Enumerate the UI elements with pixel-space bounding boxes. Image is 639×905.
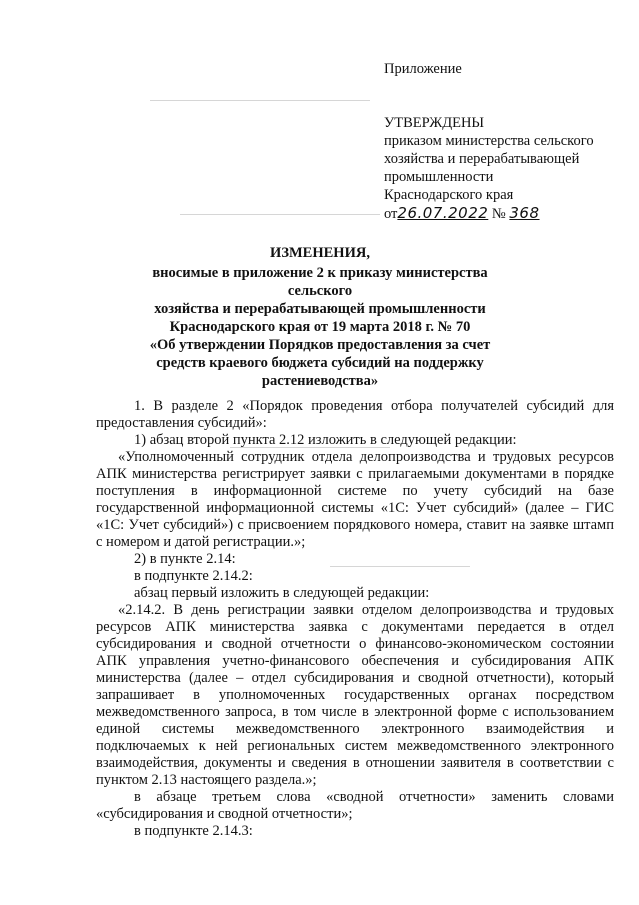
number-prefix: № xyxy=(491,206,506,222)
date-prefix: от xyxy=(384,206,398,222)
title-line: Краснодарского края от 19 марта 2018 г. № 70 xyxy=(169,319,471,335)
title-line: «Об утверждении Порядков предоставления за счет xyxy=(149,337,491,353)
approval-line: промышленности xyxy=(384,169,494,185)
title-line: хозяйства и перерабатывающей промышленности xyxy=(154,301,486,317)
approval-line: приказом министерства сельского xyxy=(384,133,594,149)
approval-line: хозяйства и перерабатывающей xyxy=(384,151,580,167)
title-heading: ИЗМЕНЕНИЯ, xyxy=(270,245,370,261)
handwritten-date: 26.07.2022 xyxy=(397,204,489,222)
document-title xyxy=(120,244,520,390)
body-paragraph: 1) абзац второй пункта 2.12 изложить в следующей редакции: xyxy=(134,432,517,448)
bleed-through-mark xyxy=(180,214,380,215)
title-line: средств краевого бюджета субсидий на поддержку xyxy=(156,355,484,371)
appendix-label: Приложение xyxy=(384,61,462,77)
approved-heading: УТВЕРЖДЕНЫ xyxy=(384,115,485,131)
body-paragraph: «Уполномоченный сотрудник отдела делопроизводства и трудовых ресурсов АПК министерства регистрирует заявки с прилагаемыми документами в порядке поступления в информационной системе по учету субсидий на базе государственной информационной системы «1С: Учет субсидий» (далее – ГИС «1С: Учет субсидий») с присвоением порядкового номера, ставит на заявке штамп с номером и датой регистрации.»; xyxy=(96,449,614,550)
body-paragraph: в подпункте 2.14.2: xyxy=(134,568,253,584)
body-paragraph: «2.14.2. В день регистрации заявки отделом делопроизводства и трудовых ресурсов АПК министерства заявка с документами передается в отдел субсидирования и сводной отчетности о финансово-экономическом состоянии АПК управления учетно-финансового обеспечения и субсидирования АПК министерства (далее – отдел субсидирования и сводной отчетности), который запрашивает в уполномоченных государственных органах посредством межведомственного запроса, в том числе в электронной форме с использованием единой системы межведомственного электронного взаимодействия и подключаемых к ней региональных систем межведомственного электронного взаимодействия, документы и сведения в отношении заявителя в соответствии с пунктом 2.13 настоящего раздела.»; xyxy=(96,602,614,788)
body-paragraph: 1. В разделе 2 «Порядок проведения отбора получателей субсидий для предоставления субсидий»: xyxy=(96,398,614,431)
date-number-row xyxy=(384,204,624,223)
title-line: вносимые в приложение 2 к приказу министерства сельского xyxy=(152,265,488,299)
body-paragraph: абзац первый изложить в следующей редакции: xyxy=(134,585,430,601)
body-paragraph: в абзаце третьем слова «сводной отчетности» заменить словами «субсидирования и сводной отчетности»; xyxy=(96,789,614,822)
approval-block xyxy=(384,60,624,223)
body-paragraph: 2) в пункте 2.14: xyxy=(134,551,236,567)
bleed-through-mark xyxy=(150,100,370,101)
approval-line: Краснодарского края xyxy=(384,187,514,203)
handwritten-number: 368 xyxy=(509,204,540,222)
body-paragraph: в подпункте 2.14.3: xyxy=(134,823,253,839)
document-body xyxy=(96,398,614,840)
title-line: растениеводства» xyxy=(261,373,379,389)
